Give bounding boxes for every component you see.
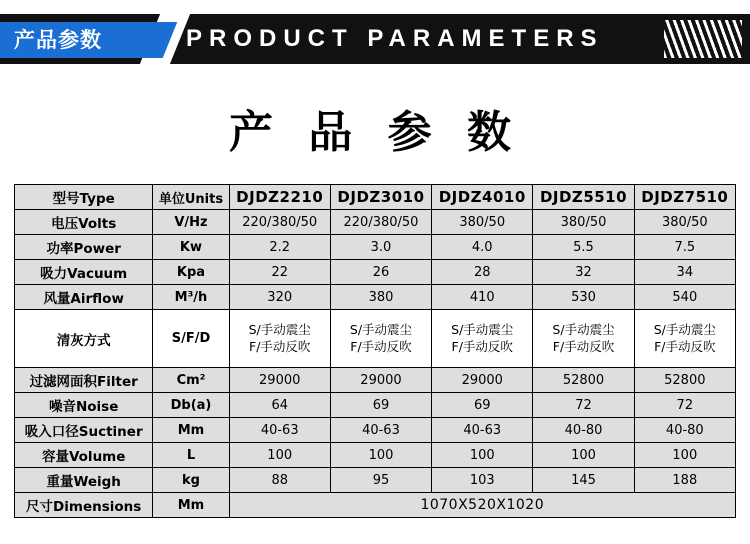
row-value-line1: S/手动震尘: [248, 321, 311, 337]
row-value-line1: S/手动震尘: [451, 321, 514, 337]
table-row: [15, 368, 736, 393]
row-value: 5.5: [533, 235, 634, 260]
row-value: 95: [330, 468, 431, 493]
row-value-line2: F/手动反吹: [249, 338, 311, 354]
table-row: [15, 235, 736, 260]
row-value-line2: F/手动反吹: [451, 338, 513, 354]
row-label: 吸入口径Suctiner: [15, 418, 153, 443]
row-value: 100: [432, 443, 533, 468]
row-value-line1: S/手动震尘: [653, 321, 716, 337]
row-unit: L: [153, 443, 229, 468]
row-value: 100: [330, 443, 431, 468]
row-value: 40-63: [432, 418, 533, 443]
header-model-4: DJDZ5510: [533, 185, 634, 210]
table-row: [15, 210, 736, 235]
row-value: [533, 310, 634, 368]
row-value: 64: [229, 393, 330, 418]
row-value: 72: [533, 393, 634, 418]
row-value: 188: [634, 468, 735, 493]
row-unit: Mm: [153, 418, 229, 443]
banner-english-title: PRODUCT PARAMETERS: [186, 25, 604, 52]
row-value-line2: F/手动反吹: [654, 338, 716, 354]
row-value: 29000: [330, 368, 431, 393]
row-label: 容量Volume: [15, 443, 153, 468]
row-value: 103: [432, 468, 533, 493]
specifications-table: [14, 184, 736, 518]
row-unit: V/Hz: [153, 210, 229, 235]
header-model-2: DJDZ3010: [330, 185, 431, 210]
row-label: 功率Power: [15, 235, 153, 260]
row-value: 380/50: [533, 210, 634, 235]
row-value-line1: S/手动震尘: [349, 321, 413, 337]
row-value: 100: [533, 443, 634, 468]
row-unit: M³/h: [153, 285, 229, 310]
row-value: 145: [533, 468, 634, 493]
row-value: 72: [634, 393, 735, 418]
row-label: 吸力Vacuum: [15, 260, 153, 285]
row-value: 530: [533, 285, 634, 310]
row-value: 380/50: [634, 210, 735, 235]
row-value: 52800: [634, 368, 735, 393]
row-value: 100: [229, 443, 330, 468]
row-value: 4.0: [432, 235, 533, 260]
row-value: 220/380/50: [229, 210, 330, 235]
row-value: [432, 310, 533, 368]
table-header-row: [15, 185, 736, 210]
table-row-dimensions: [15, 493, 736, 518]
row-label: 尺寸Dimensions: [15, 493, 153, 518]
table-row: [15, 260, 736, 285]
row-value: 3.0: [330, 235, 431, 260]
row-value: 22: [229, 260, 330, 285]
row-value-line2: F/手动反吹: [552, 338, 615, 354]
row-value: 410: [432, 285, 533, 310]
header-model-5: DJDZ7510: [634, 185, 735, 210]
page-title-wrap: [0, 76, 750, 160]
row-unit: Kpa: [153, 260, 229, 285]
row-unit: Cm²: [153, 368, 229, 393]
row-value-dimensions: 1070X520X1020: [229, 493, 735, 518]
header-model-1: DJDZ2210: [229, 185, 330, 210]
row-value: 88: [229, 468, 330, 493]
row-unit: S/F/D: [153, 310, 229, 368]
row-value: 40-80: [533, 418, 634, 443]
row-unit: kg: [153, 468, 229, 493]
banner-stripes-decoration: [664, 20, 742, 58]
row-value: [330, 310, 431, 368]
row-value: [634, 310, 735, 368]
row-value: 34: [634, 260, 735, 285]
row-label: 噪音Noise: [15, 393, 153, 418]
row-value: 380/50: [432, 210, 533, 235]
row-value: 100: [634, 443, 735, 468]
row-value: 52800: [533, 368, 634, 393]
row-value: 40-63: [330, 418, 431, 443]
specs-table-wrap: [14, 184, 736, 518]
row-value: 29000: [229, 368, 330, 393]
table-row: [15, 443, 736, 468]
page-title: 产 品 参 数: [229, 107, 521, 158]
row-unit: Mm: [153, 493, 229, 518]
table-row: [15, 393, 736, 418]
row-value: 540: [634, 285, 735, 310]
table-row: [15, 285, 736, 310]
table-row-dust-cleaning: [15, 310, 736, 368]
row-label: 过滤网面积Filter: [15, 368, 153, 393]
row-value: [229, 310, 330, 368]
row-label: 风量Airflow: [15, 285, 153, 310]
row-label: 清灰方式: [15, 310, 153, 368]
table-row: [15, 468, 736, 493]
row-value-line2: F/手动反吹: [350, 338, 412, 354]
row-unit: Db(a): [153, 393, 229, 418]
row-value: 40-63: [229, 418, 330, 443]
row-value: 69: [432, 393, 533, 418]
header-banner: [0, 0, 750, 76]
row-unit: Kw: [153, 235, 229, 260]
row-value: 29000: [432, 368, 533, 393]
row-value-line1: S/手动震尘: [552, 321, 615, 337]
row-value: 380: [330, 285, 431, 310]
header-type: 型号Type: [15, 185, 153, 210]
row-label: 重量Weigh: [15, 468, 153, 493]
row-value: 28: [432, 260, 533, 285]
row-value: 2.2: [229, 235, 330, 260]
row-value: 69: [330, 393, 431, 418]
row-value: 40-80: [634, 418, 735, 443]
row-value: 320: [229, 285, 330, 310]
row-value: 26: [330, 260, 431, 285]
row-label: 电压Volts: [15, 210, 153, 235]
header-units: 单位Units: [153, 185, 229, 210]
banner-chinese-title: 产品参数: [14, 28, 102, 52]
header-model-3: DJDZ4010: [432, 185, 533, 210]
row-value: 7.5: [634, 235, 735, 260]
row-value: 220/380/50: [330, 210, 431, 235]
row-value: 32: [533, 260, 634, 285]
table-row: [15, 418, 736, 443]
